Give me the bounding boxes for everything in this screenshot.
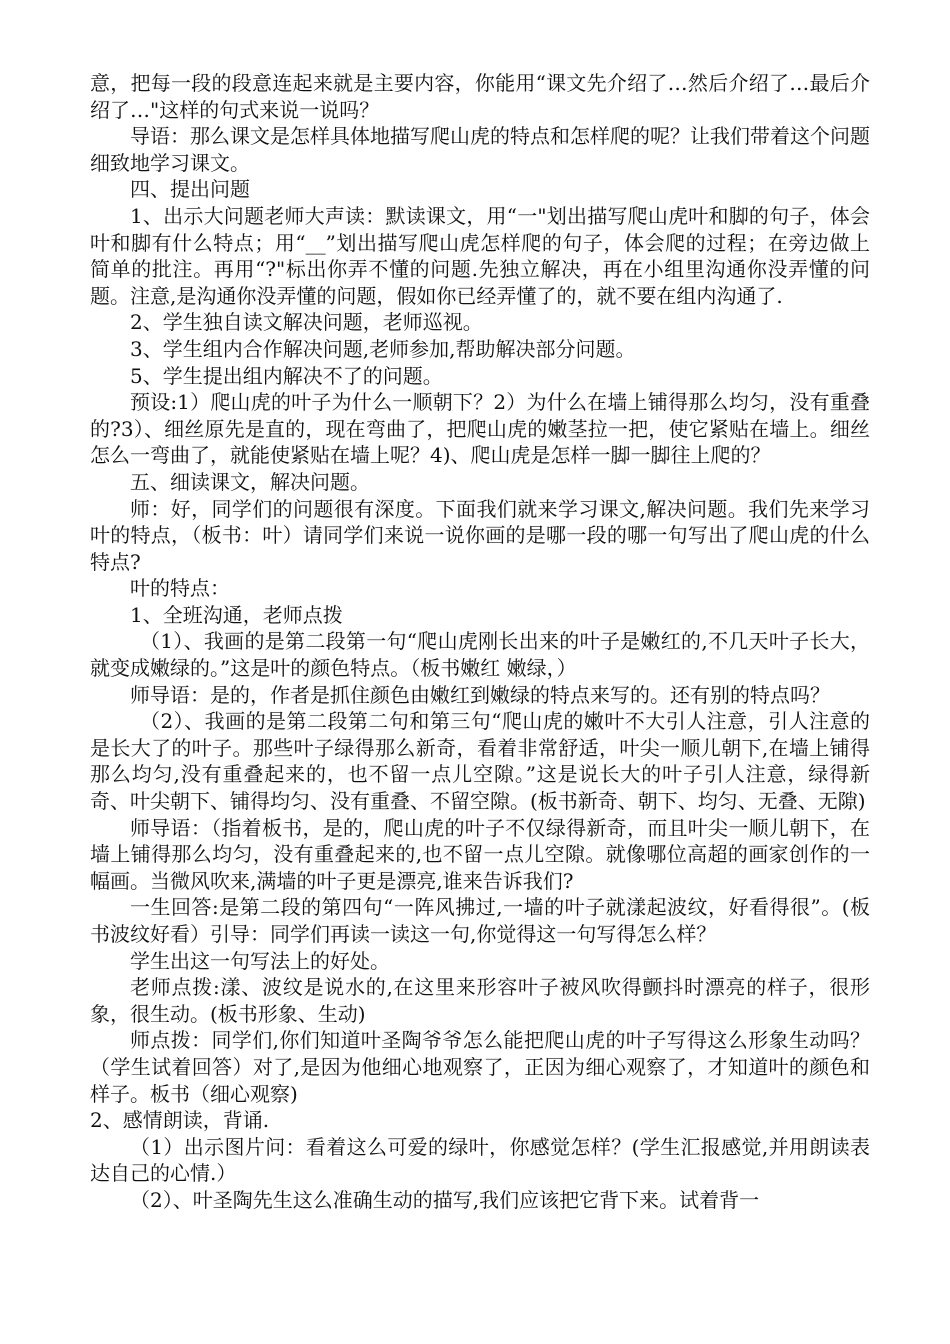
paragraph-main-content-intro: 意，把每一段的段意连起来就是主要内容，你能用“课文先介绍了…然后介绍了…最后介绍了…"这样的句式来说一说吗？ <box>90 71 870 122</box>
section-heading-5: 五、细读课文，解决问题。 <box>130 469 370 494</box>
paragraph-answer-1: （1）、我画的是第二段第一句“爬山虎刚长出来的叶子是嫩红的,不几天叶子长大，就变成嫩绿的。”这是叶的颜色特点。（板书嫩红 嫩绿，） <box>90 629 870 681</box>
section-heading-4: 四、提出问题 <box>130 177 250 202</box>
document-page <box>90 70 870 1214</box>
paragraph-teacher-tip-1: 老师点拨:漾、波纹是说水的,在这里来形容叶子被风吹得颤抖时漂亮的样子，很形象，很生动。(板书形象、生动) <box>90 975 870 1026</box>
paragraph-task-2: 2、学生独自读文解决问题，老师巡视。 <box>130 310 483 335</box>
paragraph-task-1: 1、出示大问题老师大声读：默读课文，用“一"划出描写爬山虎叶和脚的句子，体会叶和脚有什么特点；用“__”划出描写爬山虎怎样爬的句子，体会爬的过程；在旁边做上简单的批注。再用“?"标出你弄不懂的问题.先独立解决，再在小组里沟通你没弄懂的问题。注意,是沟通你没弄懂的问题，假如你已经弄懂了的，就不要在组内沟通了. <box>90 203 870 308</box>
paragraph-reading-heading: 2、感情朗读，背诵. <box>90 1108 270 1133</box>
paragraph-teacher-guide-2: 师导语：（指着板书，是的，爬山虎的叶子不仅绿得新奇，而且叶尖一顺儿朝下，在墙上铺得那么均匀，没有重叠起来的,也不留一点儿空隙。就像哪位高超的画家创作的一幅画。当微风吹来,满墙的叶子更是漂亮,谁来告诉我们? <box>90 815 870 893</box>
paragraph-task-5: 5、学生提出组内解决不了的问题。 <box>130 363 443 388</box>
paragraph-student-answer: 一生回答:是第二段的第四句“一阵风拂过,一墙的叶子就漾起波纹，好看得很”。(板书波纹好看）引导：同学们再读一读这一句,你觉得这一句写得怎么样？ <box>90 895 870 946</box>
subheading-leaf-features: 叶的特点： <box>130 576 230 601</box>
paragraph-student-benefit: 学生出这一句写法上的好处。 <box>130 948 390 973</box>
paragraph-teacher-intro: 师：好，同学们的问题很有深度。下面我们就来学习课文,解决问题。我们先来学习叶的特点，（板书：叶）请同学们来说一说你画的是哪一段的哪一句写出了爬山虎的什么特点? <box>90 496 870 574</box>
paragraph-task-3: 3、学生组内合作解决问题,老师参加,帮助解决部分问题。 <box>130 336 636 361</box>
paragraph-reading-1: （1）出示图片问：看着这么可爱的绿叶，你感觉怎样？(学生汇报感觉,并用朗读表达自己的心情.） <box>90 1134 870 1186</box>
paragraph-class-discussion: 1、全班沟通，老师点拨 <box>130 602 343 627</box>
paragraph-answer-2: （2）、我画的是第二段第二句和第三句“爬山虎的嫩叶不大引人注意，引人注意的是长大了的叶子。那些叶子绿得那么新奇，看着非常舒适，叶尖一顺儿朝下,在墙上铺得那么均匀,没有重叠起来的，也不留一点儿空隙。”这是说长大的叶子引人注意，绿得新奇、叶尖朝下、铺得均匀、没有重叠、不留空隙。(板书新奇、朝下、均匀、无叠、无隙) <box>90 709 870 814</box>
paragraph-teacher-guide-1: 师导语：是的，作者是抓住颜色由嫩红到嫩绿的特点来写的。还有别的特点吗？ <box>130 682 830 707</box>
paragraph-guide-1: 导语：那么课文是怎样具体地描写爬山虎的特点和怎样爬的呢？让我们带着这个问题细致地学习课文。 <box>90 124 870 175</box>
paragraph-reading-2: （2）、叶圣陶先生这么准确生动的描写,我们应该把它背下来。试着背一 <box>130 1187 760 1212</box>
paragraph-presets: 预设:1）爬山虎的叶子为什么一顺朝下？2）为什么在墙上铺得那么均匀，没有重叠的?3）、细丝原先是直的，现在弯曲了，把爬山虎的嫩茎拉一把，使它紧贴在墙上。细丝怎么一弯曲了，就能使紧贴在墙上呢？4)、爬山虎是怎样一脚一脚往上爬的？ <box>90 390 870 468</box>
paragraph-teacher-tip-2: 师点拨：同学们,你们知道叶圣陶爷爷怎么能把爬山虎的叶子写得这么形象生动吗？（学生试着回答）对了,是因为他细心地观察了，正因为细心观察了，才知道叶的颜色和样子。板书（细心观察) <box>90 1028 870 1106</box>
